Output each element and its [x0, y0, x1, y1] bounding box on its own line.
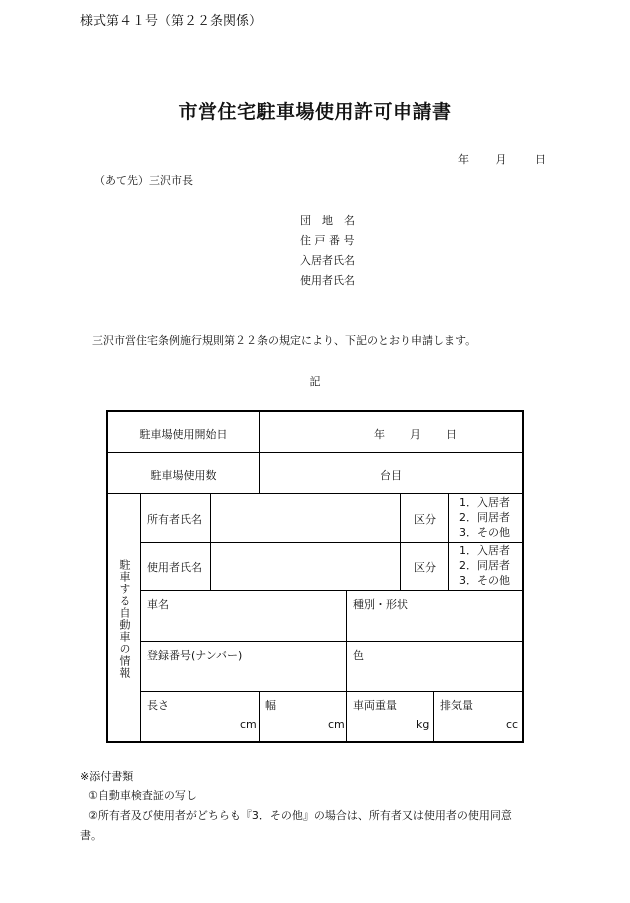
owner-name-label: 所有者氏名: [147, 513, 202, 526]
parking-count-unit: 台目: [380, 469, 402, 482]
owner-category-label: 区分: [414, 513, 436, 526]
parking-application-table: [106, 410, 524, 743]
user-option-resident: 1．入居者: [459, 544, 510, 557]
attachment-item-1: ①自動車検査証の写し: [88, 789, 197, 802]
user-category-label: 区分: [414, 561, 436, 574]
user-name-label: 使用者氏名: [300, 274, 355, 287]
weight-unit: kg: [416, 718, 430, 731]
user-category-options: [459, 543, 510, 588]
owner-option-cohabitant: 2．同居者: [459, 511, 510, 524]
application-statement: 三沢市営住宅条例施行規則第２２条の規定により、下記のとおり申請します。: [92, 334, 477, 347]
owner-option-resident: 1．入居者: [459, 496, 510, 509]
width-label: 幅: [265, 699, 276, 712]
application-date: [458, 151, 546, 167]
resident-name-label: 入居者氏名: [300, 254, 355, 267]
owner-option-other: 3．その他: [459, 526, 510, 539]
unit-number-label: 住 戸 番 号: [300, 234, 355, 247]
vehicle-section-label: 駐車する自動車の情報: [118, 558, 131, 679]
date-day-label: 日: [535, 153, 546, 166]
form-number: 様式第４１号（第２２条関係）: [80, 14, 263, 29]
length-unit: cm: [240, 718, 257, 731]
car-name-label: 車名: [147, 598, 169, 611]
width-unit: cm: [328, 718, 345, 731]
displacement-label: 排気量: [440, 699, 473, 712]
start-date-month: 月: [410, 428, 421, 441]
attachment-item-2-line2: 書。: [80, 829, 102, 842]
danchi-name-label: 団 地 名: [300, 214, 355, 227]
length-label: 長さ: [147, 699, 169, 712]
type-shape-label: 種別・形状: [353, 598, 408, 611]
color-label: 色: [353, 649, 364, 662]
parking-count-label: 駐車場使用数: [150, 469, 217, 482]
date-year-label: 年: [458, 153, 469, 166]
weight-label: 車両重量: [353, 699, 397, 712]
user-name-row-label: 使用者氏名: [147, 561, 202, 574]
ki-heading: 記: [309, 375, 321, 388]
owner-category-options: [459, 495, 510, 540]
displacement-unit: cc: [506, 718, 519, 731]
registration-label: 登録番号(ナンバー): [147, 649, 243, 662]
start-date-year: 年: [374, 428, 385, 441]
attachments-heading: ※添付書類: [80, 770, 134, 783]
user-option-other: 3．その他: [459, 574, 510, 587]
user-option-cohabitant: 2．同居者: [459, 559, 510, 572]
start-date-label: 駐車場使用開始日: [139, 428, 228, 441]
addressee: （あて先）三沢市長: [94, 174, 193, 187]
attachment-item-2-line1: ②所有者及び使用者がどちらも『3．その他』の場合は、所有者又は使用者の使用同意: [88, 809, 512, 822]
document-title: 市営住宅駐車場使用許可申請書: [178, 101, 452, 123]
date-month-label: 月: [495, 153, 507, 166]
start-date-day: 日: [446, 428, 457, 441]
